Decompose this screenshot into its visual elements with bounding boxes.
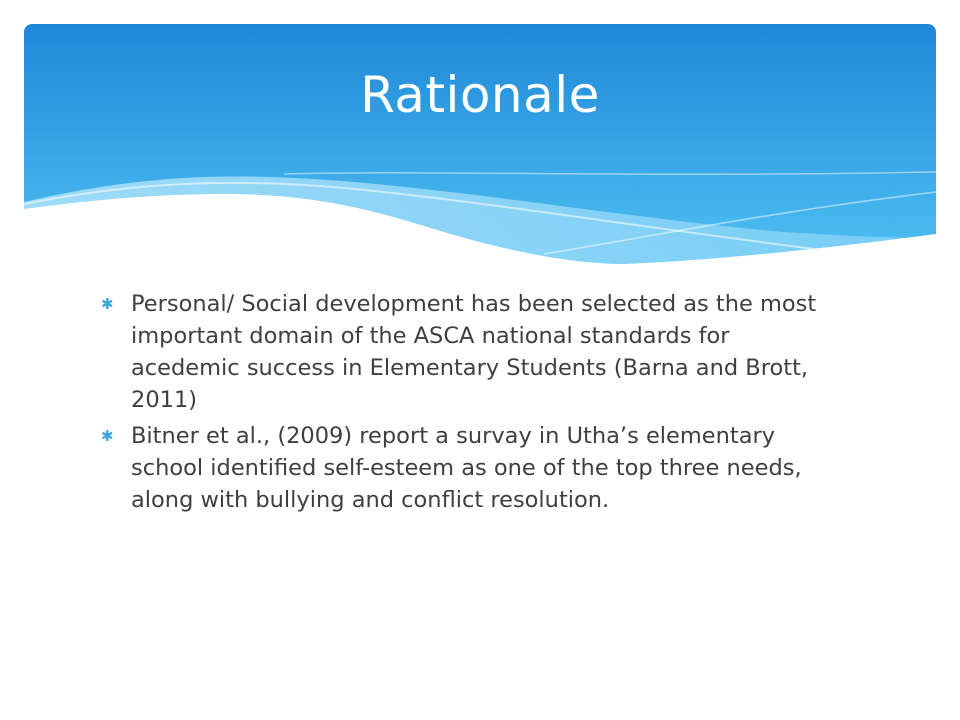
bullet-text: Bitner et al., (2009) report a survay in Utha’s elementary school identified self-esteem as one of the top three needs, along with bullying and conflict resolution.	[131, 423, 802, 513]
header-wave-banner	[24, 24, 936, 264]
asterisk-bullet-icon: ✱	[101, 427, 114, 445]
slide-title: Rationale	[360, 66, 600, 124]
bullet-item	[100, 420, 840, 516]
bullet-list	[100, 288, 840, 520]
asterisk-bullet-icon: ✱	[101, 295, 114, 313]
bullet-text: Personal/ Social development has been selected as the most important domain of the ASCA national standards for acedemic success in Elementary Students (Barna and Brott, 2011)	[131, 291, 817, 413]
bullet-item	[100, 288, 840, 416]
